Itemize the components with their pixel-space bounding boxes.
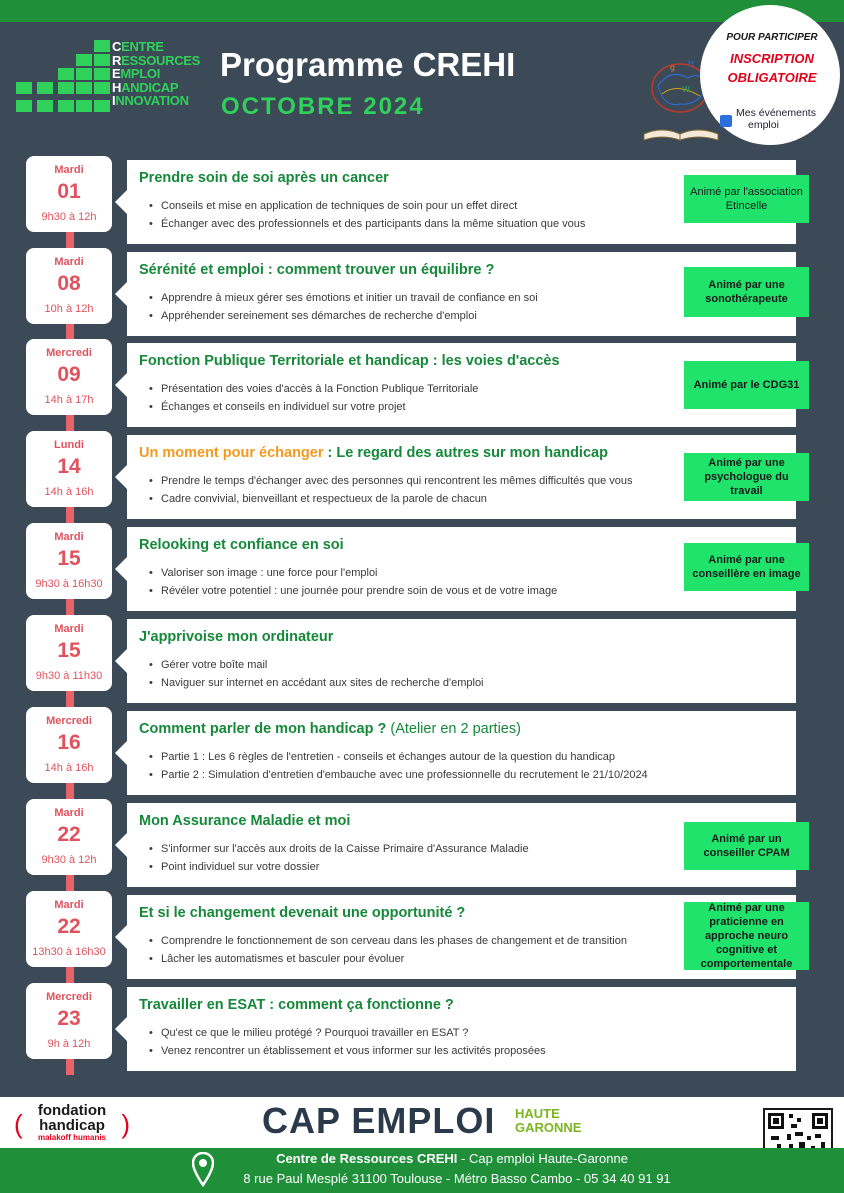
event-bullets <box>149 380 478 416</box>
location-pin-icon <box>192 1152 214 1188</box>
date-number: 22 <box>57 915 81 938</box>
event-bullet: • Naviguer sur internet en accédant aux sites de recherche d'emploi <box>149 674 484 692</box>
card-pointer <box>115 741 127 765</box>
event-bullets <box>149 840 529 876</box>
event-card[interactable] <box>127 711 796 795</box>
card-pointer <box>115 925 127 949</box>
event-bullet: • Appréhender sereinement ses démarches de recherche d'emploi <box>149 307 538 325</box>
address-line-1: Centre de Ressources CREHI - Cap emploi Haute-Garonne <box>276 1151 628 1166</box>
event-card[interactable] <box>127 619 796 703</box>
event-bullet: • Lâcher les automatismes et basculer pour évoluer <box>149 950 627 968</box>
event-bullet: • Comprendre le fonctionnement de son cerveau dans les phases de changement et de transition <box>149 932 627 950</box>
date-time: 9h30 à 11h30 <box>35 670 103 682</box>
card-pointer <box>115 282 127 306</box>
event-bullets <box>149 656 484 692</box>
event-bullets <box>149 289 538 325</box>
date-time: 14h à 17h <box>44 394 94 406</box>
badge-top-text: POUR PARTICIPER <box>726 32 818 43</box>
event-bullet: • Venez rencontrer un établissement et vous informer sur les activités proposées <box>149 1042 546 1060</box>
card-pointer <box>115 190 127 214</box>
svg-text:W: W <box>682 85 690 94</box>
animator-box: Animé par un conseiller CPAM <box>684 822 809 870</box>
date-box <box>26 707 112 783</box>
event-title: Et si le changement devenait une opportunité ? <box>139 905 466 921</box>
date-box <box>26 339 112 415</box>
event-title: J'apprivoise mon ordinateur <box>139 629 334 645</box>
date-time: 14h à 16h <box>44 486 94 498</box>
date-box <box>26 523 112 599</box>
date-number: 23 <box>57 1007 81 1030</box>
event-title: Un moment pour échanger : Le regard des autres sur mon handicap <box>139 445 608 461</box>
date-weekday: Mercredi <box>46 991 92 1003</box>
event-bullets <box>149 932 627 968</box>
date-box <box>26 431 112 507</box>
date-box <box>26 799 112 875</box>
date-number: 14 <box>57 455 81 478</box>
event-title: Mon Assurance Maladie et moi <box>139 813 351 829</box>
event-bullet: • Qu'est ce que le milieu protégé ? Pourquoi travailler en ESAT ? <box>149 1024 546 1042</box>
date-box <box>26 248 112 324</box>
date-time: 9h à 12h <box>47 1038 91 1050</box>
event-bullet: • Échanger avec des professionnels et des participants dans la même situation que vous <box>149 215 585 233</box>
event-bullet: • Point individuel sur votre dossier <box>149 858 529 876</box>
date-time: 10h à 12h <box>44 303 94 315</box>
registration-badge[interactable] <box>700 5 840 145</box>
date-time: 9h30 à 12h <box>41 854 97 866</box>
badge-main-text: INSCRIPTION OBLIGATOIRE <box>727 51 817 85</box>
event-bullet: • Apprendre à mieux gérer ses émotions et initier un travail de confiance en soi <box>149 289 538 307</box>
date-number: 09 <box>57 363 81 386</box>
event-bullet: • Conseils et mise en application de techniques de soin pour un effet direct <box>149 197 585 215</box>
svg-text:g: g <box>670 63 676 72</box>
event-bullet: • Présentation des voies d'accès à la Fonction Publique Territoriale <box>149 380 478 398</box>
logo-blocks-icon <box>16 40 116 120</box>
date-number: 22 <box>57 823 81 846</box>
date-weekday: Mardi <box>54 164 84 176</box>
animator-box: Animé par une sonothérapeute <box>684 267 809 317</box>
event-title: Fonction Publique Territoriale et handicap : les voies d'accès <box>139 353 560 369</box>
event-bullets <box>149 564 557 600</box>
logo-text: CENTRE RESSOURCES EMPLOI HANDICAP INNOVATION <box>112 39 201 108</box>
date-time: 14h à 16h <box>44 762 94 774</box>
crehi-logo <box>16 39 201 120</box>
date-weekday: Mardi <box>54 899 84 911</box>
cap-emploi-logo: CAP EMPLOI <box>262 1100 496 1141</box>
event-bullet: • Prendre le temps d'échanger avec des personnes qui rencontrent les mêmes difficultés que vous <box>149 472 633 490</box>
date-weekday: Lundi <box>54 439 84 451</box>
page-title: Programme CREHI <box>220 46 516 83</box>
event-bullet: • S'informer sur l'accès aux droits de la Caisse Primaire d'Assurance Maladie <box>149 840 529 858</box>
event-bullet: • Partie 2 : Simulation d'entretien d'embauche avec une professionnelle du recrutement le 21/10/2024 <box>149 766 648 784</box>
date-number: 16 <box>57 731 81 754</box>
event-bullet: • Partie 1 : Les 6 règles de l'entretien - conseils et échanges autour de la question du handicap <box>149 748 648 766</box>
animator-box: Animé par l'association Etincelle <box>684 175 809 223</box>
event-bullet: • Révéler votre potentiel : une journée pour prendre soin de vous et de votre image <box>149 582 557 600</box>
page-subtitle: OCTOBRE 2024 <box>221 93 425 120</box>
event-bullet: • Cadre convivial, bienveillant et respectueux de la parole de chacun <box>149 490 633 508</box>
cap-emploi-region: HAUTE GARONNE <box>515 1106 582 1135</box>
date-number: 08 <box>57 272 81 295</box>
animator-box: Animé par le CDG31 <box>684 361 809 409</box>
date-number: 15 <box>57 547 81 570</box>
event-bullets <box>149 472 633 508</box>
app-square-icon <box>720 115 732 127</box>
date-box <box>26 156 112 232</box>
card-pointer <box>115 833 127 857</box>
date-number: 15 <box>57 639 81 662</box>
address-line-2: 8 rue Paul Mesplé 31100 Toulouse - Métro Basso Cambo - 05 34 40 91 91 <box>243 1171 671 1186</box>
date-time: 9h30 à 16h30 <box>35 578 103 590</box>
event-title: Sérénité et emploi : comment trouver un équilibre ? <box>139 262 495 278</box>
event-title: Relooking et confiance en soi <box>139 537 344 553</box>
event-bullet: • Valoriser son image : une force pour l'emploi <box>149 564 557 582</box>
date-weekday: Mardi <box>54 256 84 268</box>
date-weekday: Mercredi <box>46 347 92 359</box>
date-time: 9h30 à 12h <box>41 211 97 223</box>
event-bullets <box>149 748 648 784</box>
event-bullet: • Échanges et conseils en individuel sur votre projet <box>149 398 478 416</box>
date-box <box>26 615 112 691</box>
event-bullet: • Gérer votre boîte mail <box>149 656 484 674</box>
date-box <box>26 891 112 967</box>
card-pointer <box>115 373 127 397</box>
card-pointer <box>115 465 127 489</box>
date-time: 13h30 à 16h30 <box>32 946 106 958</box>
fondation-handicap-logo: ( fondation handicap malakoff humanis ) <box>14 1102 130 1142</box>
date-number: 01 <box>57 180 81 203</box>
svg-text:H: H <box>688 59 695 68</box>
date-weekday: Mardi <box>54 531 84 543</box>
animator-box: Animé par une praticienne en approche neuro cognitive et comportementale <box>684 902 809 970</box>
date-weekday: Mardi <box>54 623 84 635</box>
date-weekday: Mardi <box>54 807 84 819</box>
event-card[interactable] <box>127 987 796 1071</box>
card-pointer <box>115 649 127 673</box>
animator-box: Animé par une psychologue du travail <box>684 453 809 501</box>
card-pointer <box>115 557 127 581</box>
mes-evenements-emploi-logo: Mes événements emploi <box>720 107 830 133</box>
card-pointer <box>115 1017 127 1041</box>
date-weekday: Mercredi <box>46 715 92 727</box>
event-title: Comment parler de mon handicap ? (Atelier en 2 parties) <box>139 721 521 737</box>
date-box <box>26 983 112 1059</box>
event-bullets <box>149 1024 546 1060</box>
animator-box: Animé par une conseillère en image <box>684 543 809 591</box>
event-title: Prendre soin de soi après un cancer <box>139 170 389 186</box>
top-band <box>0 0 844 22</box>
event-bullets <box>149 197 585 233</box>
event-title: Travailler en ESAT : comment ça fonctionne ? <box>139 997 454 1013</box>
